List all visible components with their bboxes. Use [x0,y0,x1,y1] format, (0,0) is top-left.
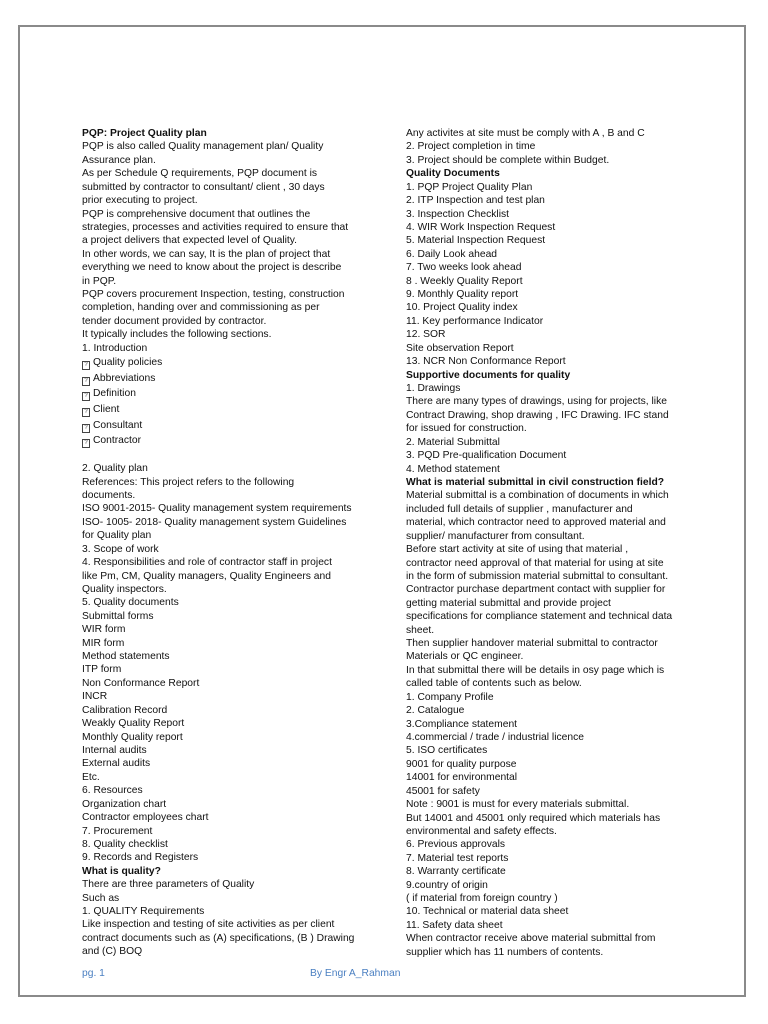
list-item: 11. Key performance Indicator [406,315,544,327]
text-line: Like inspection and testing of site activities as per client [82,919,335,931]
text-line: Then supplier handover material submittal to contractor [406,638,658,650]
text-line: 1. Drawings [406,383,461,395]
text-line: 3. Project should be complete within Budget. [406,154,610,166]
text-line: 5. ISO certificates [406,745,488,757]
supportive-documents-list [406,382,706,476]
bullet-item [82,355,372,371]
list-item: 1. PQP Project Quality Plan [406,181,533,193]
text-line: Calibration Record [82,704,168,716]
bullet-item [82,402,372,418]
text-line: Any activites at site must be comply with A , B and C [406,128,645,139]
text-line: sheet. [406,624,435,636]
text-line: completion, handing over and commissioning as per [82,302,320,314]
heading-what-is-quality: What is quality? [82,865,161,877]
missing-glyph-icon: ? [82,361,90,370]
text-line: There are many types of drawings, using for projects, like [406,396,667,408]
text-line: for Quality plan [82,530,152,542]
text-line: 4. Method statement [406,463,500,475]
text-line: MIR form [82,637,125,649]
bullet-label: Definition [93,388,136,400]
text-line: 45001 for safety [406,785,480,797]
text-line: PQP is comprehensive document that outlines the [82,208,311,220]
list-item: 12. SOR [406,329,446,341]
text-line: PQP covers procurement Inspection, testing, construction [82,289,345,301]
text-line: called table of contents such as below. [406,678,582,690]
text-line: 9. Records and Registers [82,852,199,864]
text-line: PQP is also called Quality management plan/ Quality [82,141,324,153]
text-line: for issued for construction. [406,423,527,435]
text-line: Assurance plan. [82,154,156,166]
text-line: environmental and safety effects. [406,825,557,837]
text-line: As per Schedule Q requirements, PQP document is [82,168,318,180]
text-line: Such as [82,892,120,904]
section-quality-parameters [82,878,372,959]
text-line: ITP form [82,664,122,676]
heading-quality-documents: Quality Documents [406,168,500,180]
list-item: 5. Material Inspection Request [406,235,546,247]
text-line: supplier which has 11 numbers of contents. [406,946,604,958]
bullet-item [82,386,372,402]
text-line: 2. Material Submittal [406,436,500,448]
text-line: 3. PQD Pre-qualification Document [406,450,567,462]
text-line: Quality inspectors. [82,583,167,595]
text-line: 14001 for environmental [406,772,518,784]
bullet-item [82,371,372,387]
bullet-label: Consultant [93,419,143,431]
footer-author: By Engr A_Rahman [310,968,401,979]
bullet-label: Client [93,403,120,415]
text-line: In that submittal there will be details in osy page which is [406,664,665,676]
text-line: Before start activity at site of using that material , [406,544,629,556]
quality-documents-list [406,181,706,369]
text-line: submitted by contractor to consultant/ client , 30 days [82,181,325,193]
text-line: Weakly Quality Report [82,718,185,730]
text-line: in PQP. [82,275,117,287]
text-line: 9001 for quality purpose [406,758,517,770]
document-page [18,25,746,997]
missing-glyph-icon: ? [82,377,90,386]
text-line: 11. Safety data sheet [406,919,503,931]
text-line: documents. [82,489,136,501]
text-line: 1. Company Profile [406,691,494,703]
list-item: 3. Inspection Checklist [406,208,510,220]
text-line: supplier/ manufacturer from consultant. [406,530,585,542]
text-line: 1. QUALITY Requirements [82,906,205,918]
section-quality-plan [82,462,372,865]
text-line: References: This project refers to the following [82,476,295,488]
text-line: Method statements [82,651,170,663]
text-line: Contract Drawing, shop drawing , IFC Drawing. IFC stand [406,409,669,421]
text-line: 3. Scope of work [82,543,159,555]
text-line: 10. Technical or material data sheet [406,906,569,918]
text-line: everything we need to know about the project is describe [82,262,342,274]
text-line: Contractor purchase department contact with supplier for [406,584,666,596]
text-line: 2. Quality plan [82,463,148,475]
text-line: 8. Quality checklist [82,838,168,850]
list-item: 13. NCR Non Conformance Report [406,356,566,368]
text-line: 1. Introduction [82,342,148,354]
list-item: 6. Daily Look ahead [406,248,498,260]
text-line: 6. Resources [82,785,143,797]
text-line: tender document provided by contractor. [82,315,267,327]
text-line: 2. Project completion in time [406,141,536,153]
text-line: contract documents such as (A) specifications, (B ) Drawing [82,932,355,944]
text-line: ISO- 1005- 2018- Quality management system Guidelines [82,516,347,528]
text-line: Etc. [82,771,100,783]
text-line: 2. Catalogue [406,705,465,717]
material-submittal-text [406,489,706,959]
bullet-item [82,418,372,434]
text-line: Note : 9001 is must for every materials submittal. [406,799,630,811]
text-line: Internal audits [82,745,147,756]
list-item: 9. Monthly Quality report [406,289,519,301]
text-line: It typically includes the following sections. [82,329,272,341]
text-line: 7. Material test reports [406,852,509,864]
missing-glyph-icon: ? [82,439,90,448]
text-line: material, which contractor need to approved material and [406,517,666,529]
bullet-label: Quality policies [93,357,163,369]
missing-glyph-icon: ? [82,392,90,401]
text-line: 4. Responsibilities and role of contractor staff in project [82,557,332,569]
text-line: 4.commercial / trade / industrial licence [406,731,584,743]
text-line: Non Conformance Report [82,677,200,689]
heading-supportive-documents: Supportive documents for quality [406,369,571,381]
text-line: Monthly Quality report [82,731,183,743]
quality-parameters-continued [406,127,706,167]
text-line: specifications for compliance statement and technical data [406,611,673,623]
text-line: Material submittal is a combination of documents in which [406,490,669,502]
text-line: a project delivers that expected level of Quality. [82,235,298,247]
text-line: prior executing to project. [82,195,198,207]
text-line: Organization chart [82,798,167,810]
text-line: External audits [82,758,151,770]
text-line: 7. Procurement [82,825,153,837]
text-line: contractor need approval of that material for using at site [406,557,664,569]
missing-glyph-icon: ? [82,408,90,417]
bullet-label: Contractor [93,435,142,447]
text-line: INCR [82,691,108,703]
left-column [82,127,372,959]
list-item: 8 . Weekly Quality Report [406,275,523,287]
text-line: Contractor employees chart [82,812,209,824]
text-line: ( if material from foreign country ) [406,893,558,905]
list-item: 4. WIR Work Inspection Request [406,221,556,233]
missing-glyph-icon: ? [82,424,90,433]
text-line: ISO 9001-2015- Quality management system requirements [82,503,352,515]
text-line: 5. Quality documents [82,597,179,609]
text-line: 6. Previous approvals [406,839,506,851]
doc-title: PQP: Project Quality plan [82,128,207,139]
text-line: getting material submittal and provide project [406,597,611,609]
text-line: in the form of submission material submittal to consultant. [406,570,669,582]
text-line: and (C) BOQ [82,946,143,958]
right-column [406,127,706,959]
bullet-list [82,355,372,449]
text-line: Submittal forms [82,610,154,622]
text-line: like Pm, CM, Quality managers, Quality Engineers and [82,570,331,582]
list-item: 2. ITP Inspection and test plan [406,195,545,207]
text-line: WIR form [82,624,126,636]
text-line: There are three parameters of Quality [82,879,255,891]
text-line: Materials or QC engineer. [406,651,524,663]
intro-text [82,140,372,355]
text-line: 9.country of origin [406,879,488,891]
footer-page-number: pg. 1 [82,968,105,979]
spacer [82,449,372,462]
text-line: In other words, we can say, It is the plan of project that [82,248,331,260]
bullet-item [82,433,372,449]
list-item: 7. Two weeks look ahead [406,262,522,274]
text-line: When contractor receive above material submittal from [406,933,656,945]
text-line: 3.Compliance statement [406,718,518,730]
text-line: 8. Warranty certificate [406,866,506,878]
list-item: 10. Project Quality index [406,302,518,314]
list-item: Site observation Report [406,342,514,354]
heading-material-submittal: What is material submittal in civil construction field? [406,476,665,488]
bullet-label: Abbreviations [93,372,156,384]
text-line: But 14001 and 45001 only required which materials has [406,812,661,824]
text-line: strategies, processes and activities required to ensure that [82,221,349,233]
text-line: included full details of supplier , manufacturer and [406,503,633,515]
